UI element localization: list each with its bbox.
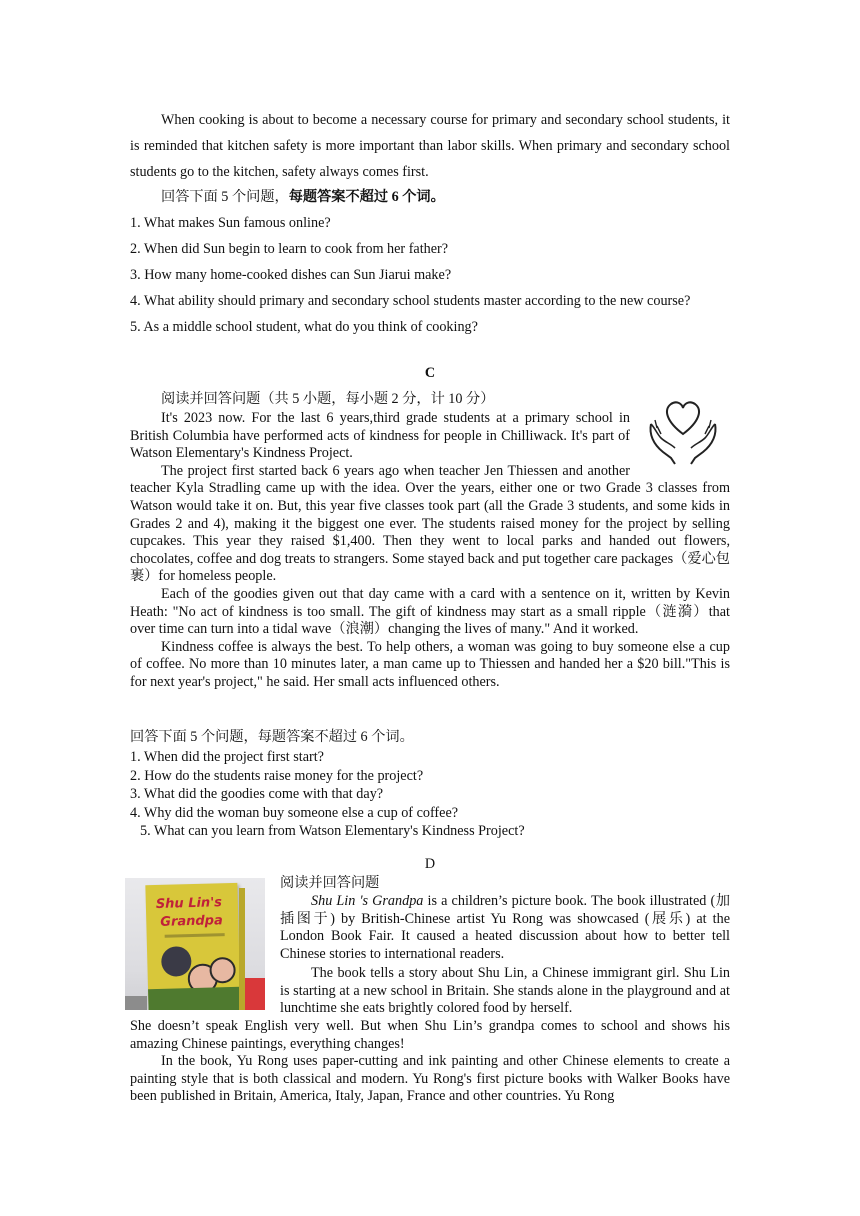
question-item: 3. How many home-cooked dishes can Sun Jiarui make? (130, 267, 452, 283)
passage-paragraph: The project first started back 6 years ago when teacher Jen Thiessen and another teacher Kyla Stradling came up with the idea. Over the years, either one or two Grade 3 classes from Watson would take it on. But, this year five classes took part (all the Grade 3 students, and some kids in Grades 2 and 4), making it the biggest one ever. The students raised money for the project by selling cupcakes. This year they raised $1,400. Then they went to local parks and handed out flowers, chocolates, coffee and dog treats to strangers. Some stayed back and put together care packages（爱心包裹）for homeless people. (130, 462, 730, 585)
passage-paragraph: The book tells a story about Shu Lin, a Chinese immigrant girl. Shu Lin is starting at a new school in Britain. She stands alone in the playground and at lunchtime she eats brightly colored food by herself. (280, 965, 730, 1017)
section-d-instruction: 阅读并回答问题 (280, 875, 380, 891)
passage-paragraph: In the book, Yu Rong uses paper-cutting and ink painting and other Chinese elements to create a painting style that is both classical and modern. Yu Rong's first picture books with Walker Books have been published in Britain, America, Italy, Japan, France and other countries. Yu Rong (130, 1053, 730, 1105)
book-title-line-2: Grandpa (160, 913, 223, 930)
section-d-heading: D (424, 856, 436, 872)
section-b-questions (130, 210, 730, 340)
book-title-line-1: Shu Lin's (155, 895, 223, 912)
question-item: 4. What ability should primary and secondary school students master according to the new course? (130, 293, 691, 309)
question-item: 1. When did the project first start? (130, 749, 324, 765)
section-c-instruction-2: 回答下面 5 个问题，每题答案不超过 6 个词。 (130, 729, 414, 745)
question-item: 4. Why did the woman buy someone else a cup of coffee? (130, 804, 459, 821)
section-c-instruction: 阅读并回答问题（共 5 小题，每小题 2 分，计 10 分） (161, 391, 495, 407)
book-cover-image (125, 878, 265, 1010)
passage-paragraph: Kindness coffee is always the best. To help others, a woman was going to buy someone else a cup of coffee. No more than 10 minutes later, a man came up to Thiessen and handed her a $20 bill."This is for next year's project," he said. Her small acts influenced others. (130, 638, 730, 690)
passage-paragraph: It's 2023 now. For the last 6 years,third grade students at a primary school in British Columbia have performed acts of kindness for people in Chilliwack. It's part of Watson Elementary's Kindness Project. (130, 410, 630, 462)
passage-paragraph-continued: She doesn’t speak English very well. But when Shu Lin’s grandpa comes to school and shows his amazing Chinese paintings, everything changes! (130, 1018, 730, 1052)
question-item: 2. When did Sun begin to learn to cook from her father? (130, 241, 449, 257)
passage-paragraph: Shu Lin 's Grandpa is a children’s picture book. The book illustrated (加插图于) by British-Chinese artist Yu Rong was showcased (展乐) at the London Book Fair. It caused a heated discussion about how to better tell Chinese stories to international readers. (280, 893, 731, 962)
passage-paragraph: Each of the goodies given out that day came with a card with a sentence on it, written by Kevin Heath: "No act of kindness is too small. The gift of kindness may start as a small ripple（涟漪）that over time can turn into a tidal wave（浪潮）changing the lives of many." And it worked. (130, 585, 730, 638)
question-item: 3. What did the goodies come with that day? (130, 786, 384, 802)
section-c-passage (130, 410, 730, 692)
section-b-instruction: 回答下面 5 个问题，每题答案不超过 6 个词。 (161, 189, 445, 205)
section-c-questions (130, 748, 730, 841)
question-item: 2. How do the students raise money for the project? (130, 767, 424, 784)
question-item: 1. What makes Sun famous online? (130, 215, 331, 231)
question-item: 5. As a middle school student, what do you think of cooking? (130, 319, 478, 335)
question-item: 5. What can you learn from Watson Elementary's Kindness Project? (140, 823, 525, 839)
section-b-paragraph: When cooking is about to become a necessary course for primary and secondary school students, it is reminded that kitchen safety is more important than labor skills. When primary and secondary school students go to the kitchen, safety always comes first. (130, 112, 730, 180)
section-c-heading: C (424, 365, 436, 381)
